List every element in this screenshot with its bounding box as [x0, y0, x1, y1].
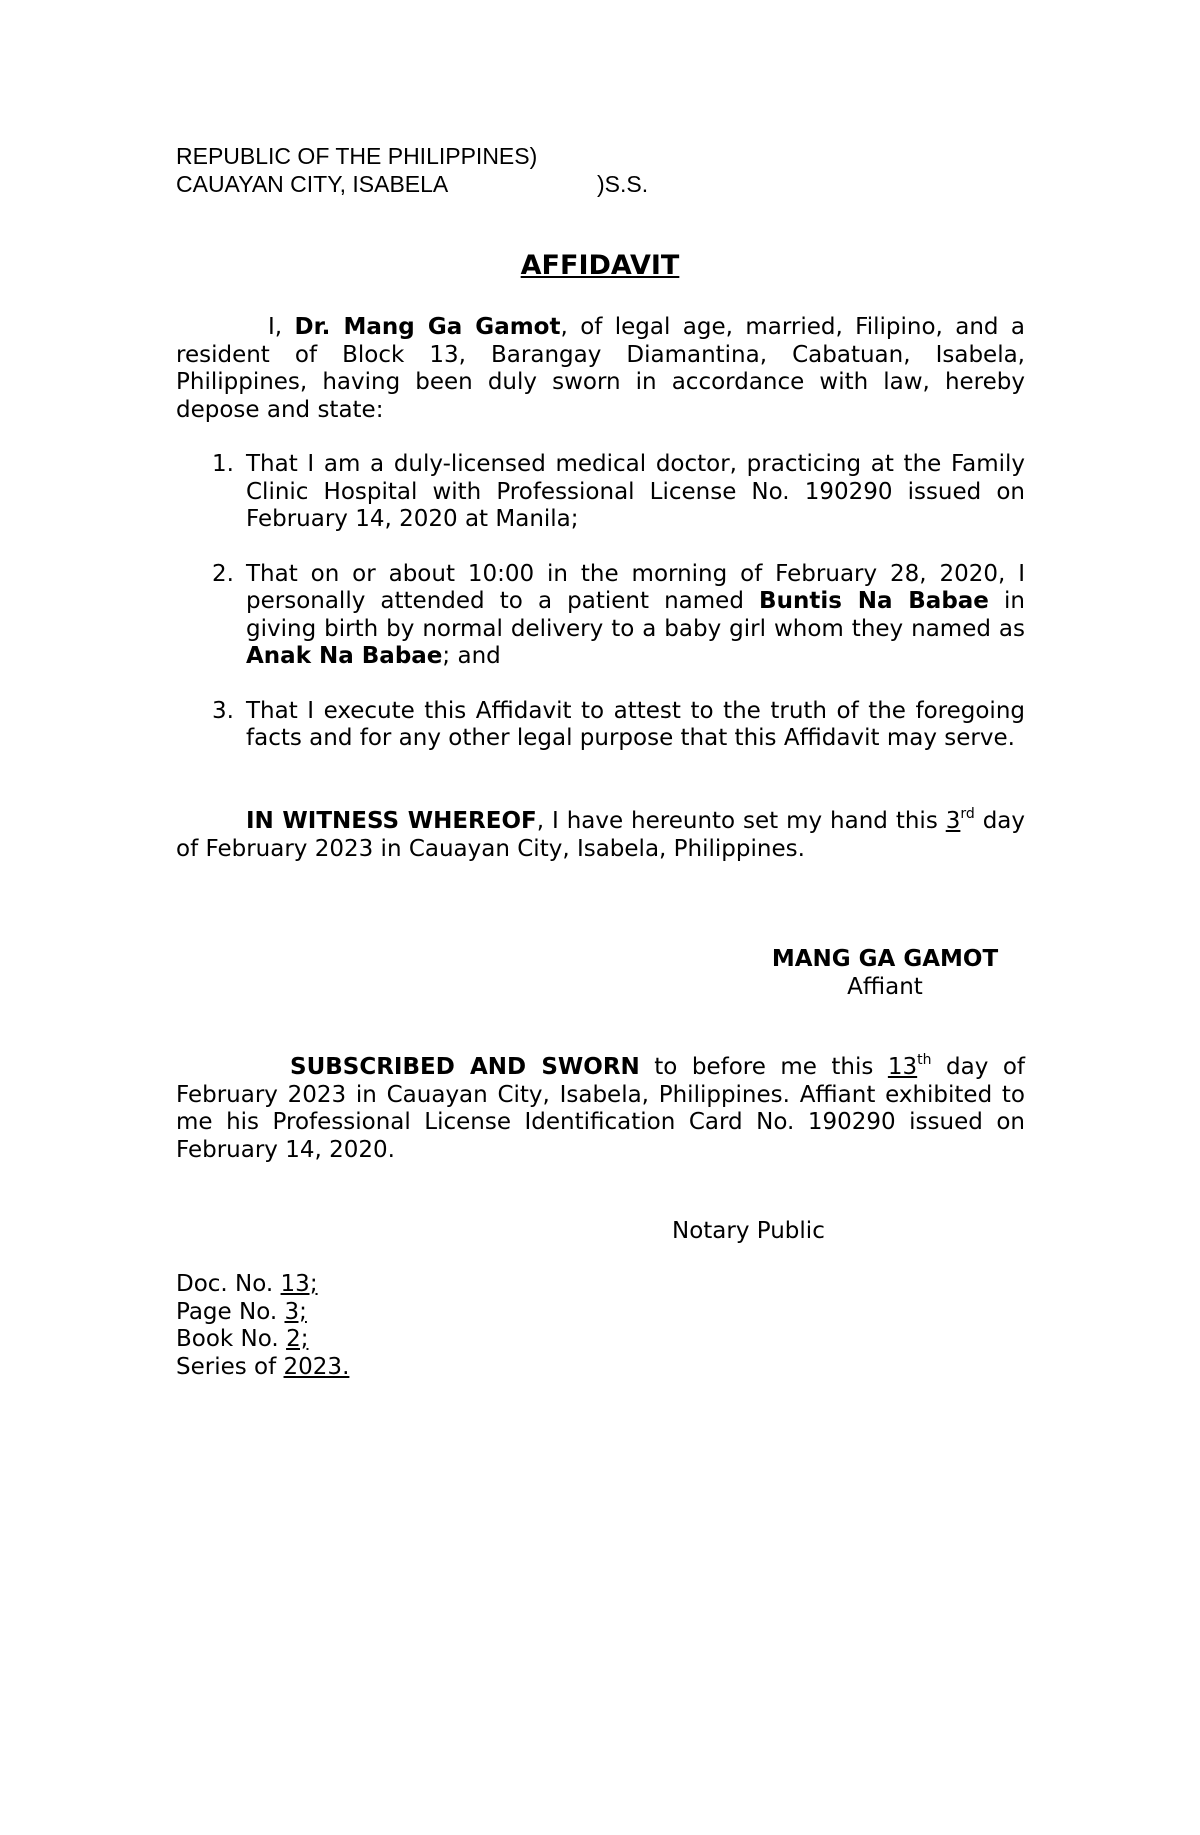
header-city: CAUAYAN CITY, ISABELA — [176, 171, 449, 197]
list-item-text: That I am a duly-licensed medical doctor, practicing at the Family Clinic Hospital with Professional License No. 190290 issued on February 14, 2020 at Manila; — [246, 451, 1025, 532]
list-item-number: 1. — [212, 451, 234, 477]
intro-pre: I, — [268, 314, 295, 340]
statement-list — [176, 451, 1025, 753]
subscribed-pre: to before me this — [639, 1054, 888, 1080]
witness-paragraph — [176, 808, 1025, 863]
intro-post: , of legal age, married, Filipino, and a resident of Block 13, Barangay Diamantina, Cabatuan, Isabela, Philippines, having been duly sworn in accordance with law, hereby depose and state: — [176, 314, 1026, 423]
subscribed-day: 13 — [887, 1054, 918, 1080]
doc-number-value: 3; — [284, 1298, 307, 1325]
witness-post: day of February 2023 in Cauayan City, Isabela, Philippines. — [176, 808, 1026, 862]
header-ss: )S.S. — [597, 171, 649, 197]
doc-number-value: 13; — [280, 1271, 318, 1297]
doc-number-row — [176, 1354, 349, 1382]
witness-day-suffix: rd — [960, 806, 975, 822]
baby-name: Anak Na Babae — [246, 643, 443, 669]
subscribed-heading: SUBSCRIBED AND SWORN — [290, 1054, 640, 1080]
doc-number-row — [176, 1299, 349, 1327]
list-item-number: 2. — [212, 560, 234, 587]
affiant-label: Affiant — [847, 974, 923, 1000]
doc-number-row — [176, 1326, 349, 1354]
witness-day: 3 — [945, 808, 961, 834]
subscribed-paragraph — [176, 1054, 1025, 1164]
list-item-number: 3. — [212, 697, 234, 724]
intro-paragraph — [176, 314, 1025, 424]
affiant-signature — [760, 945, 1010, 1001]
subscribed-day-suffix: th — [917, 1052, 932, 1068]
doc-number-value: 2023. — [283, 1353, 350, 1380]
patient-name: Buntis Na Babae — [759, 588, 989, 614]
notary-public-label: Notary Public — [672, 1218, 825, 1244]
affiant-name: MANG GA GAMOT — [771, 946, 999, 972]
header-republic: REPUBLIC OF THE PHILIPPINES) — [176, 143, 538, 169]
document-title: AFFIDAVIT — [520, 250, 680, 281]
doc-number-label: Book No. — [176, 1326, 287, 1352]
doc-number-value: 2; — [286, 1326, 309, 1352]
list-item-text: in giving birth by normal delivery to a baby girl whom they named as — [246, 588, 1025, 642]
witness-pre: , I have hereunto set my hand this — [536, 808, 946, 834]
subscribed-post: day of February 2023 in Cauayan City, Isabela, Philippines. Affiant exhibited to me his Professional License Identification Card No. 190290 issued on February 14, 2020. — [176, 1054, 1025, 1163]
affiant-name-inline: Dr. Mang Ga Gamot — [294, 314, 561, 340]
witness-heading: IN WITNESS WHEREOF — [246, 808, 537, 834]
list-item — [176, 451, 1025, 534]
list-item-text: ; and — [442, 643, 501, 669]
doc-number-row — [176, 1271, 349, 1299]
list-item-text: That I execute this Affidavit to attest to the truth of the foregoing facts and for any other legal purpose that this Affidavit may serve. — [246, 697, 1025, 751]
doc-number-label: Doc. No. — [176, 1271, 281, 1297]
doc-number-label: Page No. — [176, 1298, 285, 1325]
doc-number-label: Series of — [176, 1353, 284, 1380]
list-item — [176, 561, 1025, 671]
list-item-text: That on or about 10:00 in the morning of February 28, 2020, I personally attended to a patient named — [246, 560, 1025, 614]
doc-numbers — [176, 1271, 349, 1381]
list-item — [176, 698, 1025, 753]
